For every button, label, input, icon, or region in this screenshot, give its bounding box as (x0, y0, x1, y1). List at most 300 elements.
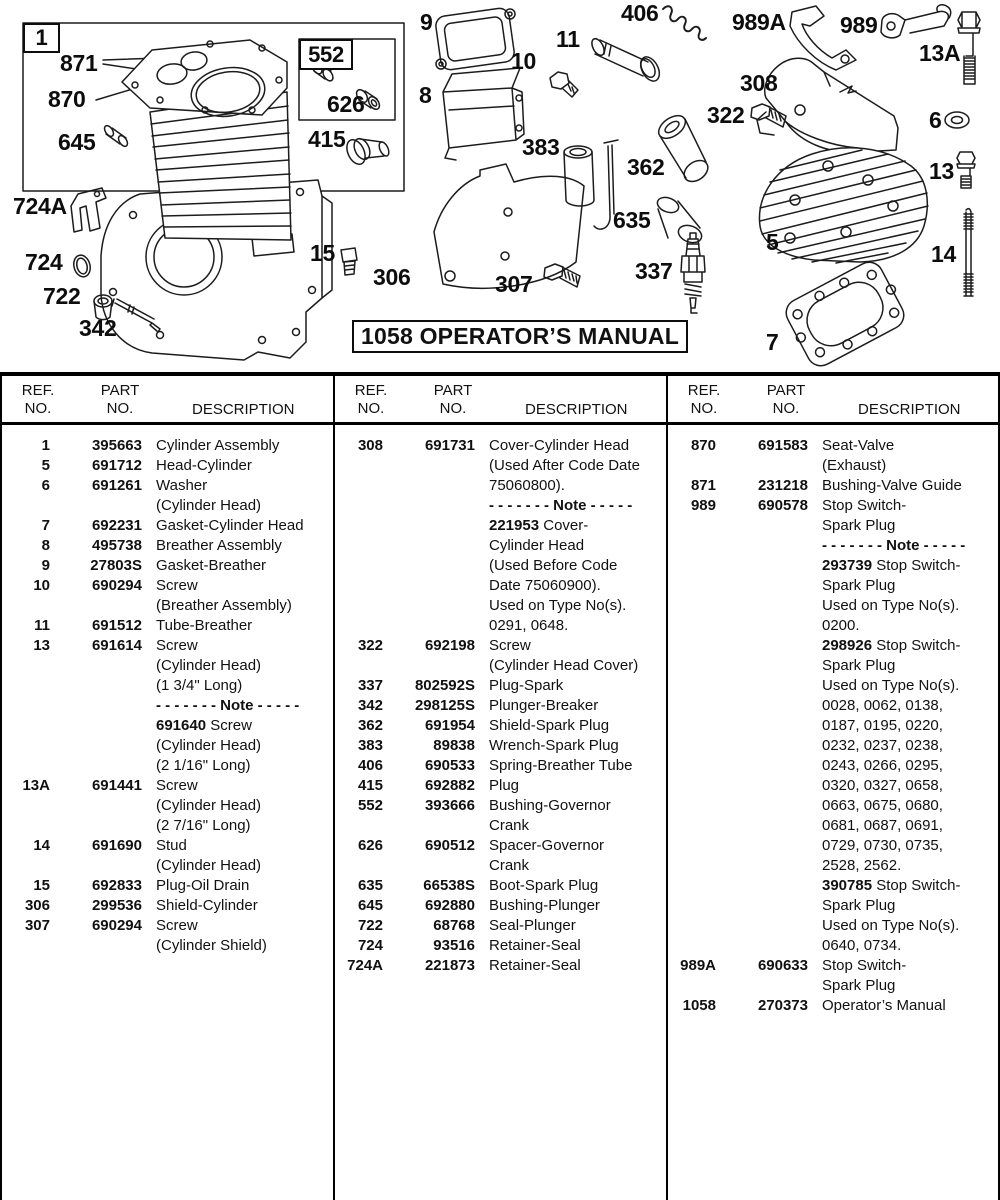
description: (Used Before Code (489, 557, 618, 574)
table-row (668, 596, 998, 616)
description: 75060800). (489, 477, 565, 494)
part-no (724, 576, 808, 596)
callout-722: 722 (43, 283, 81, 309)
description: Spring-Breather Tube (489, 757, 633, 774)
table-row (668, 536, 998, 556)
table-row (335, 456, 666, 476)
part-no (724, 676, 808, 696)
description: 0291, 0648. (489, 617, 569, 634)
description: Spark Plug (822, 897, 896, 914)
table-row (2, 676, 333, 696)
part-no (724, 916, 808, 936)
part-no: 802592S (414, 677, 475, 694)
part-no: 690512 (424, 837, 475, 854)
table-row (335, 616, 666, 636)
table-row (668, 716, 998, 736)
part-no: 692198 (424, 637, 475, 654)
table-row (668, 796, 998, 816)
part-no (724, 876, 808, 896)
ref-no: 724 (357, 937, 383, 954)
callout-870: 870 (48, 86, 86, 112)
ref-no (335, 556, 383, 576)
part-no (724, 796, 808, 816)
part-no (58, 596, 142, 616)
table-row (2, 736, 333, 756)
part-no: 27803S (90, 557, 142, 574)
ref-no (668, 716, 716, 736)
table-row (335, 536, 666, 556)
description: Used on Type No(s). (822, 597, 960, 614)
part-no: 691512 (91, 617, 142, 634)
part-no (58, 496, 142, 516)
callout-308: 308 (740, 70, 778, 96)
ref-no: 11 (34, 617, 50, 634)
description: 0640, 0734. (822, 937, 902, 954)
part-no (58, 716, 142, 736)
ref-no (2, 496, 50, 516)
ref-no (668, 896, 716, 916)
ref-no: 989A (680, 957, 716, 974)
header-description: DESCRIPTION (192, 401, 295, 418)
ref-no: 724A (347, 957, 383, 974)
ref-no (2, 736, 50, 756)
table-row (668, 996, 998, 1016)
table-row (2, 616, 333, 636)
table-row (668, 636, 998, 656)
table-row (2, 776, 333, 796)
table-row (2, 896, 333, 916)
note-divider: - - - - - - - Note - - - - - (156, 697, 300, 714)
part-no (58, 796, 142, 816)
table-header-2 (335, 376, 666, 425)
table-column-1 (0, 376, 335, 1200)
table-row (668, 956, 998, 976)
ref-no: 722 (357, 917, 383, 934)
ref-no: 8 (41, 537, 50, 554)
table-row (668, 676, 998, 696)
ref-no (668, 676, 716, 696)
description: 0320, 0327, 0658, (822, 777, 943, 794)
description: Screw (156, 577, 198, 594)
description: Crank (489, 817, 530, 834)
ref-no: 552 (357, 797, 383, 814)
part-no: 299536 (91, 897, 142, 914)
part-no (58, 696, 142, 716)
part-no (724, 656, 808, 676)
header-ref-line2: NO. (24, 400, 52, 417)
part-no: 691583 (757, 437, 808, 454)
callout-724: 724 (25, 249, 63, 275)
callout-415: 415 (308, 126, 346, 152)
part-no (724, 816, 808, 836)
description: 0187, 0195, 0220, (822, 717, 943, 734)
table-row (668, 556, 998, 576)
note-divider: - - - - - - - Note - - - - - (822, 537, 966, 554)
description: Screw (489, 637, 531, 654)
description: Retainer-Seal (489, 957, 581, 974)
part-no: 221873 (424, 957, 475, 974)
part-no (724, 896, 808, 916)
description: Plug-Spark (489, 677, 564, 694)
table-row (2, 456, 333, 476)
part-no (58, 856, 142, 876)
ref-no (668, 916, 716, 936)
table-row (668, 916, 998, 936)
callout-9: 9 (420, 9, 433, 35)
description (816, 536, 998, 556)
description: 0200. (822, 617, 860, 634)
ref-no (668, 616, 716, 636)
part-no (391, 496, 475, 516)
part-no (58, 656, 142, 676)
ref-no: 15 (33, 877, 50, 894)
description: 0243, 0266, 0295, (822, 757, 943, 774)
callout-989A: 989A (732, 9, 786, 35)
diagram-art (0, 0, 1000, 372)
table-row (668, 976, 998, 996)
part-no (391, 556, 475, 576)
ref-no (668, 516, 716, 536)
callout-1: 1 (23, 23, 60, 53)
part-no (724, 736, 808, 756)
description: (Cylinder Head) (156, 657, 262, 674)
callout-6: 6 (929, 107, 942, 133)
ref-no (2, 856, 50, 876)
ref-no (335, 516, 383, 536)
ref-no: 13A (22, 777, 50, 794)
table-row (668, 656, 998, 676)
table-header-3 (668, 376, 998, 425)
callout-406: 406 (621, 0, 659, 26)
description: Washer (156, 477, 208, 494)
ref-no: 9 (41, 557, 50, 574)
ref-no (668, 456, 716, 476)
part-no (724, 696, 808, 716)
ref-no: 383 (357, 737, 383, 754)
ref-no (2, 936, 50, 956)
part-no: 692833 (91, 877, 142, 894)
description: Seat-Valve (822, 437, 895, 454)
description: (Used After Code Date (489, 457, 640, 474)
description: Cylinder Assembly (156, 437, 280, 454)
ref-no: 635 (357, 877, 383, 894)
description: Date 75060900). (489, 577, 601, 594)
part-no: 692880 (424, 897, 475, 914)
table-row (335, 696, 666, 716)
description: Tube-Breather (156, 617, 253, 634)
description: Spark Plug (822, 577, 896, 594)
ref-no (2, 676, 50, 696)
callout-14: 14 (931, 241, 956, 267)
table-row (668, 696, 998, 716)
ref-no (335, 476, 383, 496)
note-part-no: 691640 (156, 717, 211, 734)
description: (Cylinder Head) (156, 857, 262, 874)
ref-no: 1 (41, 437, 50, 454)
table-row (2, 876, 333, 896)
ref-no (668, 556, 716, 576)
part-no (724, 756, 808, 776)
ref-no: 7 (41, 517, 50, 534)
description: 2528, 2562. (822, 857, 902, 874)
description: (Breather Assembly) (156, 597, 292, 614)
part-no: 691261 (91, 477, 142, 494)
description: Head-Cylinder (156, 457, 252, 474)
ref-no (2, 816, 50, 836)
ref-no: 306 (24, 897, 50, 914)
description (150, 696, 333, 716)
part-no (724, 856, 808, 876)
part-no: 393666 (424, 797, 475, 814)
description: (Exhaust) (822, 457, 887, 474)
table-row (2, 836, 333, 856)
part-no: 690294 (91, 917, 142, 934)
header-part-line2: NO. (772, 400, 800, 417)
description: Gasket-Cylinder Head (156, 517, 304, 534)
callout-10: 10 (511, 48, 536, 74)
callout-13: 13 (929, 158, 954, 184)
ref-no (668, 976, 716, 996)
part-no: 690533 (424, 757, 475, 774)
table-row (668, 576, 998, 596)
description: Screw (156, 917, 198, 934)
table-row (335, 876, 666, 896)
part-no (391, 476, 475, 496)
description: 0681, 0687, 0691, (822, 817, 943, 834)
table-col-rows-2 (335, 425, 666, 976)
header-ref (335, 382, 407, 419)
part-no (58, 816, 142, 836)
part-no (391, 516, 475, 536)
ref-no: 308 (357, 437, 383, 454)
table-row (668, 516, 998, 536)
ref-no: 406 (357, 757, 383, 774)
table-column-2 (335, 376, 668, 1200)
callout-871: 871 (60, 50, 98, 76)
part-no: 691441 (91, 777, 142, 794)
description: (Cylinder Head) (156, 737, 262, 754)
description: 293739 Stop Switch- (822, 557, 961, 574)
description: (2 1/16" Long) (156, 757, 251, 774)
description: (Cylinder Head Cover) (489, 657, 639, 674)
part-no: 690633 (757, 957, 808, 974)
part-no (724, 536, 808, 556)
ref-no (668, 696, 716, 716)
ref-no (335, 456, 383, 476)
table-row (2, 916, 333, 936)
description: 0729, 0730, 0735, (822, 837, 943, 854)
header-description: DESCRIPTION (858, 401, 961, 418)
part-no: 495738 (91, 537, 142, 554)
description: Stop Switch- (822, 497, 907, 514)
table-row (2, 936, 333, 956)
table-column-3 (668, 376, 1000, 1200)
parts-table (0, 372, 1000, 1200)
ref-no (668, 836, 716, 856)
description: Spacer-Governor (489, 837, 605, 854)
table-row (335, 436, 666, 456)
description: Used on Type No(s). (822, 917, 960, 934)
part-no: 692882 (424, 777, 475, 794)
table-row (335, 636, 666, 656)
header-part-line1: PART (766, 382, 806, 399)
description: (Cylinder Head) (156, 497, 262, 514)
part-no (391, 616, 475, 636)
part-no (391, 596, 475, 616)
table-row (335, 516, 666, 536)
ref-no: 307 (24, 917, 50, 934)
part-no (724, 836, 808, 856)
description: (Cylinder Head) (156, 797, 262, 814)
part-no (391, 576, 475, 596)
ref-no (335, 576, 383, 596)
table-row (668, 816, 998, 836)
description: Plug-Oil Drain (156, 877, 250, 894)
description: Seal-Plunger (489, 917, 576, 934)
table-row (668, 456, 998, 476)
ref-no (668, 656, 716, 676)
header-description: DESCRIPTION (525, 401, 628, 418)
description: Screw (156, 777, 198, 794)
description: Crank (489, 857, 530, 874)
part-no (724, 716, 808, 736)
ref-no: 337 (357, 677, 383, 694)
header-part-line2: NO. (439, 400, 467, 417)
table-row (2, 656, 333, 676)
callout-7: 7 (766, 329, 779, 355)
part-no (724, 776, 808, 796)
description: Gasket-Breather (156, 557, 267, 574)
ref-no (2, 756, 50, 776)
ref-no: 989 (690, 497, 716, 514)
ref-no (335, 596, 383, 616)
table-row (668, 736, 998, 756)
table-header-1 (2, 376, 333, 425)
part-no (58, 936, 142, 956)
header-part-line1: PART (433, 382, 473, 399)
ref-no (668, 596, 716, 616)
table-row (335, 856, 666, 876)
ref-no: 322 (357, 637, 383, 654)
part-no (58, 676, 142, 696)
part-no: 66538S (423, 877, 475, 894)
part-no: 692231 (91, 517, 142, 534)
operators-manual-label (352, 320, 688, 353)
description: Plunger-Breaker (489, 697, 599, 714)
ref-no: 342 (357, 697, 383, 714)
table-row (335, 656, 666, 676)
description: Shield-Cylinder (156, 897, 258, 914)
ref-no: 13 (33, 637, 50, 654)
header-part (413, 382, 493, 419)
table-row (335, 816, 666, 836)
description: Bushing-Governor (489, 797, 611, 814)
ref-no (335, 856, 383, 876)
description: 0232, 0237, 0238, (822, 737, 943, 754)
table-row (2, 696, 333, 716)
callout-645: 645 (58, 129, 96, 155)
table-row (335, 896, 666, 916)
callout-342: 342 (79, 315, 117, 341)
part-no: 395663 (91, 437, 142, 454)
table-row (335, 836, 666, 856)
part-no: 690294 (91, 577, 142, 594)
description: (1 3/4" Long) (156, 677, 243, 694)
table-row (2, 576, 333, 596)
table-row (2, 516, 333, 536)
table-row (668, 836, 998, 856)
callout-552: 552 (299, 39, 353, 70)
description: Cylinder Head (489, 537, 585, 554)
ref-no (668, 776, 716, 796)
table-row (668, 436, 998, 456)
ref-no: 14 (33, 837, 50, 854)
table-row (335, 736, 666, 756)
ref-no (2, 596, 50, 616)
ref-no (335, 656, 383, 676)
callout-306: 306 (373, 264, 411, 290)
description: 691640 Screw (156, 717, 252, 734)
part-no: 89838 (433, 737, 475, 754)
callout-5: 5 (766, 229, 779, 255)
callout-337: 337 (635, 258, 673, 284)
note-part-no: 390785 (822, 877, 877, 894)
callout-626: 626 (327, 91, 365, 117)
part-no (724, 616, 808, 636)
ref-no: 6 (41, 477, 50, 494)
part-no (391, 536, 475, 556)
description: Shield-Spark Plug (489, 717, 610, 734)
description: (2 7/16" Long) (156, 817, 251, 834)
ref-no (335, 816, 383, 836)
description: 0028, 0062, 0138, (822, 697, 943, 714)
part-no (391, 816, 475, 836)
header-part (80, 382, 160, 419)
part-no: 691731 (424, 437, 475, 454)
table-row (335, 476, 666, 496)
table-row (335, 576, 666, 596)
part-no (391, 456, 475, 476)
ref-no (335, 536, 383, 556)
ref-no (668, 876, 716, 896)
table-row (668, 756, 998, 776)
part-no: 93516 (433, 937, 475, 954)
description: (Cylinder Shield) (156, 937, 267, 954)
note-part-no: 221953 (489, 517, 544, 534)
description: Screw (156, 637, 198, 654)
description: 0663, 0675, 0680, (822, 797, 943, 814)
ref-no (668, 636, 716, 656)
ref-no: 870 (690, 437, 716, 454)
ref-no (335, 496, 383, 516)
table-row (668, 876, 998, 896)
part-no (724, 556, 808, 576)
callout-635: 635 (613, 207, 651, 233)
table-row (668, 856, 998, 876)
part-no (58, 756, 142, 776)
callout-383: 383 (522, 134, 560, 160)
description: Spark Plug (822, 517, 896, 534)
table-row (668, 496, 998, 516)
callout-724A: 724A (13, 193, 67, 219)
part-no: 691712 (91, 457, 142, 474)
description: Breather Assembly (156, 537, 282, 554)
part-no (391, 656, 475, 676)
description: Operator’s Manual (822, 997, 946, 1014)
description: Cover-Cylinder Head (489, 437, 630, 454)
description: Spark Plug (822, 657, 896, 674)
table-row (335, 596, 666, 616)
